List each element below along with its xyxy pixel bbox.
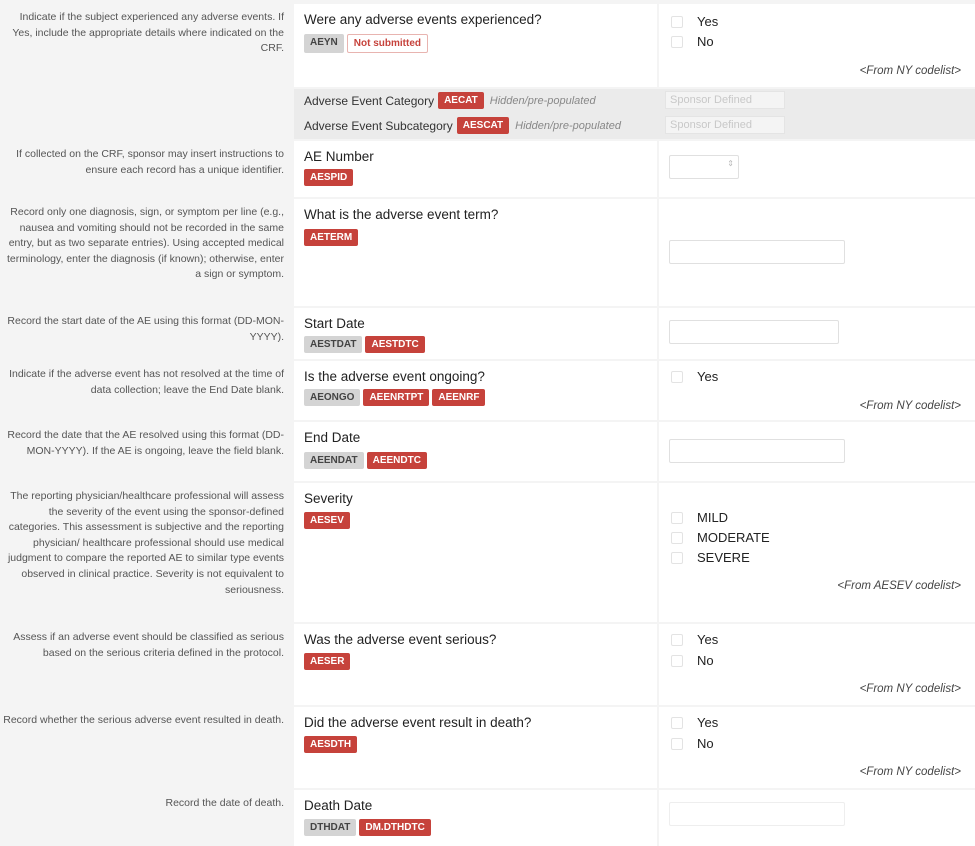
answer-cell — [659, 141, 975, 197]
code-badge: AESTDTC — [365, 336, 424, 353]
question-label: Were any adverse events experienced? — [304, 12, 542, 27]
guide-text: Indicate if the subject experienced any adverse events. If Yes, include the appropriate details where indicated on the CRF. — [12, 11, 284, 55]
option-label: MILD — [697, 510, 729, 525]
code-badge: DTHDAT — [304, 819, 356, 836]
number-input[interactable] — [669, 155, 739, 179]
checkbox[interactable] — [671, 371, 683, 383]
row-aeser — [0, 624, 975, 705]
code-badge: DM.DTHDTC — [359, 819, 430, 836]
variable-codes — [304, 512, 350, 529]
row-aesdth — [0, 707, 975, 788]
code-badge: AEENRTPT — [363, 389, 429, 406]
option-yes[interactable] — [671, 369, 718, 384]
checkbox[interactable] — [671, 36, 683, 48]
row-aestdat — [0, 308, 975, 359]
question-cell — [294, 4, 657, 87]
answer-cell — [659, 422, 975, 481]
codelist-note: <From NY codelist> — [859, 766, 961, 778]
question-cell — [294, 308, 657, 359]
option-label: SEVERE — [697, 550, 750, 565]
guide-text: Record the start date of the AE using this format (DD-MON-YYYY). — [7, 315, 284, 343]
code-badge: AESPID — [304, 169, 353, 186]
question-label: End Date — [304, 430, 361, 445]
code-badge: AEONGO — [304, 389, 360, 406]
codelist-note: <From NY codelist> — [859, 683, 961, 695]
option-label: No — [697, 736, 714, 751]
answer-cell — [659, 361, 975, 420]
date-input[interactable] — [669, 439, 845, 463]
hidden-aecat — [304, 92, 596, 109]
variable-codes — [304, 736, 357, 753]
row-aeterm — [0, 199, 975, 306]
guide-text: If collected on the CRF, sponsor may insert instructions to ensure each record has a unique identifier. — [16, 148, 284, 176]
row-aespid — [0, 141, 975, 197]
question-cell — [294, 141, 657, 197]
question-cell — [294, 707, 657, 788]
checkbox[interactable] — [671, 552, 683, 564]
option-severe[interactable] — [671, 550, 750, 565]
guide-text: Record only one diagnosis, sign, or symptom per line (e.g., nausea and vomiting should not be recorded in the same entry, but as two separate entries). Using accepted medical terminology, enter the diagnosis (if known); otherwise, enter a sign or symptom. — [6, 206, 284, 281]
option-yes[interactable] — [671, 14, 718, 29]
variable-codes — [304, 452, 427, 469]
codelist-note: <From NY codelist> — [859, 400, 961, 412]
field-label: Adverse Event Subcategory — [304, 118, 453, 133]
option-label: Yes — [697, 715, 719, 730]
variable-codes — [304, 34, 428, 53]
code-badge: AEENRF — [432, 389, 485, 406]
guide-text: The reporting physician/healthcare professional will assess the severity of the event using the sponsor-defined categories. This assessment is subjective and the reporting physician/ healthcare professional should use medical judgment to compare the reported AE to similar type events observed in clinical practice. Severity is not equivalent to seriousness. — [7, 490, 284, 596]
guide-text: Indicate if the adverse event has not resolved at the time of data collection; leave the End Date blank. — [9, 368, 284, 396]
variable-codes — [304, 389, 485, 406]
checkbox[interactable] — [671, 532, 683, 544]
hidden-note: Hidden/pre-populated — [515, 119, 621, 132]
answer-cell — [659, 308, 975, 359]
hidden-value-field: Sponsor Defined — [665, 116, 785, 134]
answer-cell — [659, 624, 975, 705]
option-moderate[interactable] — [671, 530, 770, 545]
option-no[interactable] — [671, 736, 714, 751]
codelist-note: <From NY codelist> — [859, 65, 961, 77]
stepper-icon[interactable]: ⇕ — [727, 159, 734, 168]
option-label: Yes — [697, 632, 719, 647]
question-label: Severity — [304, 491, 353, 506]
question-cell — [294, 422, 657, 481]
guide-text: Record the date of death. — [165, 797, 284, 809]
option-label: MODERATE — [697, 530, 770, 545]
variable-codes — [304, 653, 350, 670]
hidden-aescat — [304, 117, 621, 134]
answer-cell — [659, 707, 975, 788]
code-badge: AESCAT — [457, 117, 509, 134]
option-label: Yes — [697, 14, 719, 29]
row-aeendat — [0, 422, 975, 481]
question-label: Death Date — [304, 798, 373, 813]
checkbox[interactable] — [671, 512, 683, 524]
code-badge: AEENDTC — [367, 452, 427, 469]
answer-cell — [659, 199, 975, 306]
option-mild[interactable] — [671, 510, 728, 525]
guide-text: Record whether the serious adverse event resulted in death. — [3, 714, 284, 726]
question-cell — [294, 483, 657, 622]
option-yes[interactable] — [671, 632, 718, 647]
codelist-note: <From AESEV codelist> — [837, 580, 961, 592]
code-badge: AECAT — [438, 92, 484, 109]
code-badge: AEYN — [304, 34, 344, 53]
hidden-fields-band — [294, 89, 975, 139]
field-label: Adverse Event Category — [304, 93, 435, 108]
option-label: Yes — [697, 369, 719, 384]
question-label: Start Date — [304, 316, 365, 331]
code-badge: AESDTH — [304, 736, 357, 753]
option-label: No — [697, 34, 714, 49]
question-label: Was the adverse event serious? — [304, 632, 497, 647]
question-label: Did the adverse event result in death? — [304, 715, 532, 730]
checkbox[interactable] — [671, 717, 683, 729]
code-badge: AESEV — [304, 512, 350, 529]
code-badge: AESTDAT — [304, 336, 362, 353]
row-aesev — [0, 483, 975, 622]
question-cell — [294, 790, 657, 846]
hidden-note: Hidden/pre-populated — [489, 94, 596, 107]
date-input[interactable] — [669, 320, 839, 344]
variable-codes — [304, 336, 425, 353]
code-badge: AEENDAT — [304, 452, 364, 469]
hidden-value-field: Sponsor Defined — [665, 91, 785, 109]
option-no[interactable] — [671, 653, 714, 668]
checkbox[interactable] — [671, 16, 683, 28]
option-label: No — [697, 653, 714, 668]
guide-text: Record the date that the AE resolved using this format (DD-MON-YYYY). If the AE is ongoing, leave the field blank. — [7, 429, 284, 457]
question-label: Is the adverse event ongoing? — [304, 369, 485, 384]
checkbox[interactable] — [671, 738, 683, 750]
question-cell — [294, 624, 657, 705]
text-input[interactable] — [669, 240, 845, 264]
row-dthdat — [0, 790, 975, 846]
question-cell — [294, 361, 657, 420]
variable-codes — [304, 819, 431, 836]
option-no[interactable] — [671, 34, 714, 49]
checkbox[interactable] — [671, 655, 683, 667]
answer-cell — [659, 790, 975, 846]
variable-codes — [304, 229, 358, 246]
option-yes[interactable] — [671, 715, 718, 730]
answer-cell — [659, 483, 975, 622]
variable-codes — [304, 169, 353, 186]
row-aeongo — [0, 361, 975, 420]
row-aeyn — [0, 4, 975, 87]
date-input[interactable] — [669, 802, 845, 826]
checkbox[interactable] — [671, 634, 683, 646]
answer-cell — [659, 4, 975, 87]
status-badge: Not submitted — [347, 34, 428, 53]
question-cell — [294, 199, 657, 306]
code-badge: AETERM — [304, 229, 358, 246]
code-badge: AESER — [304, 653, 350, 670]
question-label: What is the adverse event term? — [304, 207, 499, 222]
guide-text: Assess if an adverse event should be classified as serious based on the serious criteria defined in the protocol. — [13, 631, 284, 659]
question-label: AE Number — [304, 149, 374, 164]
